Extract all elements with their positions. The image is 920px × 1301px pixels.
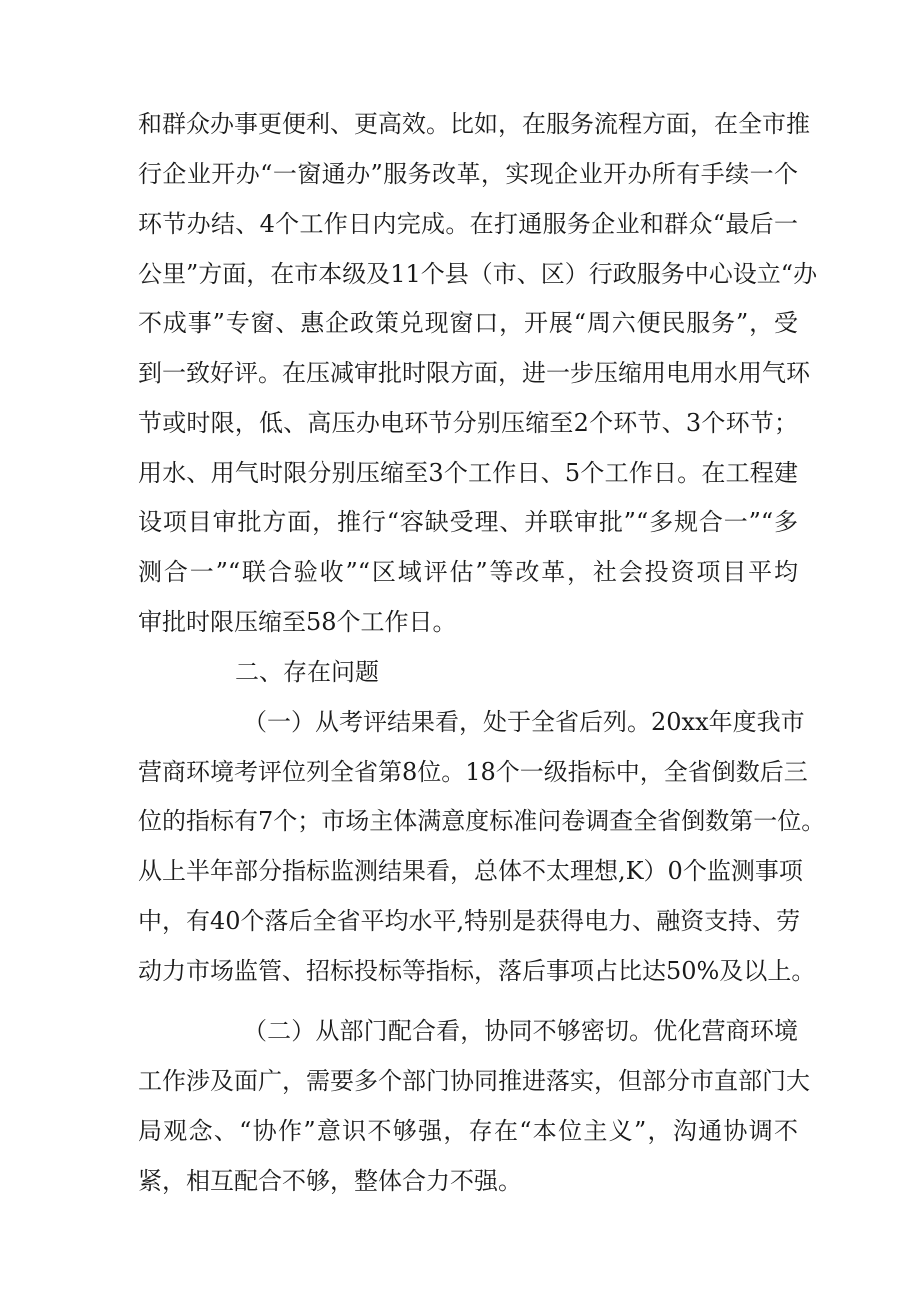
paragraph-2-line-4: 从上半年部分指标监测结果看，总体不太理想,K）0个监测事项 [138,857,803,885]
paragraph-3-line-3: 局观念、“协作”意识不够强，存在“本位主义”，沟通协调不 [138,1117,798,1145]
paragraph-2-line-3: 位的指标有7个；市场主体满意度标准问卷调查全省倒数第一位。 [138,807,826,835]
paragraph-3-line-1: （二）从部门配合看，协同不够密切。优化营商环境 [243,1017,798,1045]
paragraph-2-line-2: 营商环境考评位列全省第8位。18个一级指标中，全省倒数后三 [138,758,808,786]
paragraph-1-line-11: 审批时限压缩至58个工作日。 [138,608,457,636]
paragraph-1-line-3: 环节办结、4个工作日内完成。在打通服务企业和群众“最后一 [138,210,798,238]
paragraph-2-line-6: 动力市场监管、招标投标等指标，落后事项占比达50%及以上。 [138,957,816,985]
section-heading: 二、存在问题 [235,658,379,686]
paragraph-1-line-9: 设项目审批方面，推行“容缺受理、并联审批”“多规合一”“多 [138,508,798,536]
paragraph-1-line-2: 行企业开办“一窗通办”服务改革，实现企业开办所有手续一个 [138,160,798,188]
paragraph-3-line-4: 紧，相互配合不够，整体合力不强。 [138,1167,522,1195]
paragraph-2-line-5: 中，有40个落后全省平均水平,特别是获得电力、融资支持、劳 [138,907,801,935]
paragraph-3-line-2: 工作涉及面广，需要多个部门协同推进落实，但部分市直部门大 [138,1067,810,1095]
paragraph-1-line-10: 测合一”“联合验收”“区域评估”等改革，社会投资项目平均 [138,558,798,586]
paragraph-1-line-4: 公里”方面，在市本级及11个县（市、区）行政服务中心设立“办 [138,260,818,288]
paragraph-1-line-1: 和群众办事更便利、更高效。比如，在服务流程方面，在全市推 [138,110,810,138]
paragraph-1-line-5: 不成事”专窗、惠企政策兑现窗口，开展“周六便民服务”，受 [138,309,798,337]
paragraph-1-line-6: 到一致好评。在压减审批时限方面，进一步压缩用电用水用气环 [138,359,810,387]
paragraph-1-line-7: 节或时限，低、高压办电环节分别压缩至2个环节、3个环节； [138,409,798,437]
paragraph-1-line-8: 用水、用气时限分别压缩至3个工作日、5个工作日。在工程建 [138,459,798,487]
paragraph-2-line-1: （一）从考评结果看，处于全省后列。20xx年度我市 [243,708,805,736]
